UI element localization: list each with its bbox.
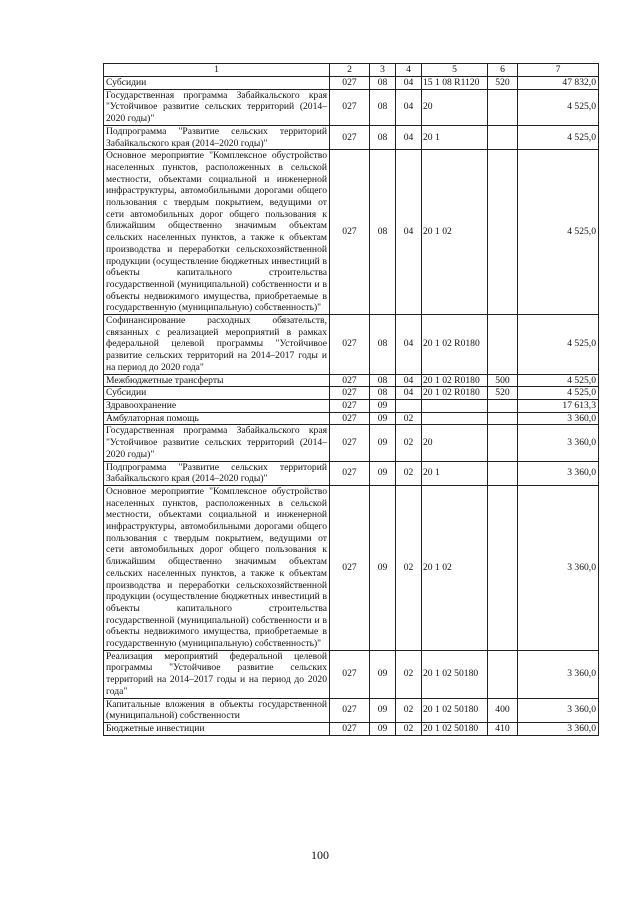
header-cell: 5 [422, 64, 488, 77]
expense-type-cell [488, 150, 518, 315]
item-name-cell: Основное мероприятие "Комплексное обустройство населенных пунктов, расположенных в сельской местности, объектами социальной и инженерной инфраструктуры, автомобильными дорогами общего пользования с твердым покрытием, ведущими от сети автомобильных дорог общего пользования к ближайшим общественно значимым объектам сельских населенных пунктов, а также к объектам производства и переработки сельскохозяйственной продукции (осуществление бюджетных инвестиций в объекты капитального строительства государственной (муниципальной) собственности и в объекты недвижимого имущества, приобретаемые в государственную (муниципальную) собственность)" [104, 150, 330, 315]
amount-cell: 3 360,0 [518, 412, 599, 425]
target-article-cell: 15 1 08 R1120 [422, 77, 488, 90]
subsection-code-cell: 02 [396, 650, 422, 698]
section-code-cell: 09 [370, 722, 396, 735]
subsection-code-cell: 02 [396, 698, 422, 722]
header-cell: 2 [330, 64, 370, 77]
item-name-cell: Бюджетные инвестиции [104, 722, 330, 735]
target-article-cell: 20 1 02 50180 [422, 650, 488, 698]
amount-cell: 3 360,0 [518, 485, 599, 650]
target-article-cell: 20 1 [422, 461, 488, 485]
section-code-cell: 09 [370, 412, 396, 425]
section-code-cell: 08 [370, 125, 396, 149]
target-article-cell [422, 412, 488, 425]
amount-cell: 4 525,0 [518, 387, 599, 400]
item-name-cell: Подпрограмма "Развитие сельских территорий Забайкальского края (2014–2020 годы)" [104, 461, 330, 485]
amount-cell: 4 525,0 [518, 374, 599, 387]
section-code-cell: 08 [370, 150, 396, 315]
header-cell: 6 [488, 64, 518, 77]
ministry-code-cell: 027 [330, 425, 370, 461]
expense-type-cell [488, 399, 518, 412]
expense-type-cell [488, 461, 518, 485]
subsection-code-cell: 04 [396, 150, 422, 315]
ministry-code-cell: 027 [330, 461, 370, 485]
table-row [104, 125, 599, 149]
target-article-cell: 20 1 02 R0180 [422, 374, 488, 387]
ministry-code-cell: 027 [330, 374, 370, 387]
ministry-code-cell: 027 [330, 412, 370, 425]
section-code-cell: 09 [370, 485, 396, 650]
target-article-cell: 20 [422, 89, 488, 125]
section-code-cell: 08 [370, 315, 396, 375]
amount-cell: 3 360,0 [518, 650, 599, 698]
item-name-cell: Капитальные вложения в объекты государственной (муниципальной) собственности [104, 698, 330, 722]
table-row [104, 412, 599, 425]
subsection-code-cell: 02 [396, 412, 422, 425]
target-article-cell: 20 1 02 50180 [422, 698, 488, 722]
item-name-cell: Амбулаторная помощь [104, 412, 330, 425]
expense-type-cell [488, 425, 518, 461]
expense-type-cell [488, 315, 518, 375]
section-code-cell: 08 [370, 89, 396, 125]
ministry-code-cell: 027 [330, 315, 370, 375]
ministry-code-cell: 027 [330, 722, 370, 735]
budget-table [103, 63, 599, 736]
expense-type-cell: 520 [488, 387, 518, 400]
item-name-cell: Реализация мероприятий федеральной целевой программы "Устойчивое развитие сельских территорий на 2014–2017 годы и на период до 2020 года" [104, 650, 330, 698]
table-row [104, 374, 599, 387]
header-cell: 7 [518, 64, 599, 77]
amount-cell: 3 360,0 [518, 722, 599, 735]
item-name-cell: Субсидии [104, 77, 330, 90]
expense-type-cell [488, 485, 518, 650]
expense-type-cell [488, 412, 518, 425]
expense-type-cell: 410 [488, 722, 518, 735]
expense-type-cell [488, 650, 518, 698]
ministry-code-cell: 027 [330, 77, 370, 90]
ministry-code-cell: 027 [330, 485, 370, 650]
section-code-cell: 09 [370, 461, 396, 485]
subsection-code-cell: 04 [396, 374, 422, 387]
table-row [104, 77, 599, 90]
table-row [104, 387, 599, 400]
target-article-cell: 20 1 02 [422, 150, 488, 315]
amount-cell: 4 525,0 [518, 89, 599, 125]
amount-cell: 17 613,3 [518, 399, 599, 412]
item-name-cell: Софинансирование расходных обязательств, связанных с реализацией мероприятий в рамках федеральной целевой программы "Устойчивое развитие сельских территорий на 2014–2017 годы и на период до 2020 года" [104, 315, 330, 375]
section-code-cell: 08 [370, 387, 396, 400]
expense-type-cell: 520 [488, 77, 518, 90]
header-cell: 3 [370, 64, 396, 77]
expense-type-cell: 500 [488, 374, 518, 387]
expense-type-cell [488, 125, 518, 149]
target-article-cell: 20 [422, 425, 488, 461]
amount-cell: 3 360,0 [518, 461, 599, 485]
item-name-cell: Здравоохранение [104, 399, 330, 412]
subsection-code-cell: 04 [396, 125, 422, 149]
table-row [104, 89, 599, 125]
ministry-code-cell: 027 [330, 125, 370, 149]
table-row [104, 399, 599, 412]
table-row [104, 461, 599, 485]
table-row [104, 150, 599, 315]
ministry-code-cell: 027 [330, 150, 370, 315]
subsection-code-cell: 04 [396, 315, 422, 375]
amount-cell: 47 832,0 [518, 77, 599, 90]
subsection-code-cell: 04 [396, 89, 422, 125]
target-article-cell: 20 1 02 R0180 [422, 315, 488, 375]
subsection-code-cell [396, 399, 422, 412]
table-row [104, 315, 599, 375]
ministry-code-cell: 027 [330, 650, 370, 698]
subsection-code-cell: 04 [396, 77, 422, 90]
section-code-cell: 08 [370, 77, 396, 90]
amount-cell: 4 525,0 [518, 315, 599, 375]
ministry-code-cell: 027 [330, 387, 370, 400]
header-cell: 4 [396, 64, 422, 77]
expense-type-cell [488, 89, 518, 125]
subsection-code-cell: 02 [396, 485, 422, 650]
section-code-cell: 09 [370, 650, 396, 698]
amount-cell: 4 525,0 [518, 150, 599, 315]
table-row [104, 722, 599, 735]
section-code-cell: 09 [370, 399, 396, 412]
subsection-code-cell: 02 [396, 425, 422, 461]
target-article-cell: 20 1 [422, 125, 488, 149]
item-name-cell: Межбюджетные трансферты [104, 374, 330, 387]
item-name-cell: Подпрограмма "Развитие сельских территорий Забайкальского края (2014–2020 годы)" [104, 125, 330, 149]
amount-cell: 3 360,0 [518, 425, 599, 461]
subsection-code-cell: 02 [396, 461, 422, 485]
item-name-cell: Государственная программа Забайкальского края "Устойчивое развитие сельских территорий (2014–2020 годы)" [104, 425, 330, 461]
target-article-cell: 20 1 02 R0180 [422, 387, 488, 400]
page-number: 100 [311, 848, 329, 862]
amount-cell: 4 525,0 [518, 125, 599, 149]
item-name-cell: Основное мероприятие "Комплексное обустройство населенных пунктов, расположенных в сельской местности, объектами социальной и инженерной инфраструктуры, автомобильными дорогами общего пользования с твердым покрытием, ведущими от сети автомобильных дорог общего пользования к ближайшим общественно значимым объектам сельских населенных пунктов, а также к объектам производства и переработки сельскохозяйственной продукции (осуществление бюджетных инвестиций в объекты капитального строительства государственной (муниципальной) собственности и в объекты недвижимого имущества, приобретаемые в государственную (муниципальную) собственность)" [104, 485, 330, 650]
table-header-row [104, 64, 599, 77]
target-article-cell: 20 1 02 50180 [422, 722, 488, 735]
section-code-cell: 09 [370, 698, 396, 722]
amount-cell: 3 360,0 [518, 698, 599, 722]
ministry-code-cell: 027 [330, 698, 370, 722]
target-article-cell: 20 1 02 [422, 485, 488, 650]
table-row [104, 425, 599, 461]
subsection-code-cell: 02 [396, 722, 422, 735]
item-name-cell: Государственная программа Забайкальского края "Устойчивое развитие сельских территорий (2014–2020 годы)" [104, 89, 330, 125]
section-code-cell: 09 [370, 425, 396, 461]
table-row [104, 698, 599, 722]
table-row [104, 485, 599, 650]
item-name-cell: Субсидии [104, 387, 330, 400]
ministry-code-cell: 027 [330, 89, 370, 125]
expense-type-cell: 400 [488, 698, 518, 722]
header-cell: 1 [104, 64, 330, 77]
ministry-code-cell: 027 [330, 399, 370, 412]
section-code-cell: 08 [370, 374, 396, 387]
target-article-cell [422, 399, 488, 412]
table-row [104, 650, 599, 698]
subsection-code-cell: 04 [396, 387, 422, 400]
